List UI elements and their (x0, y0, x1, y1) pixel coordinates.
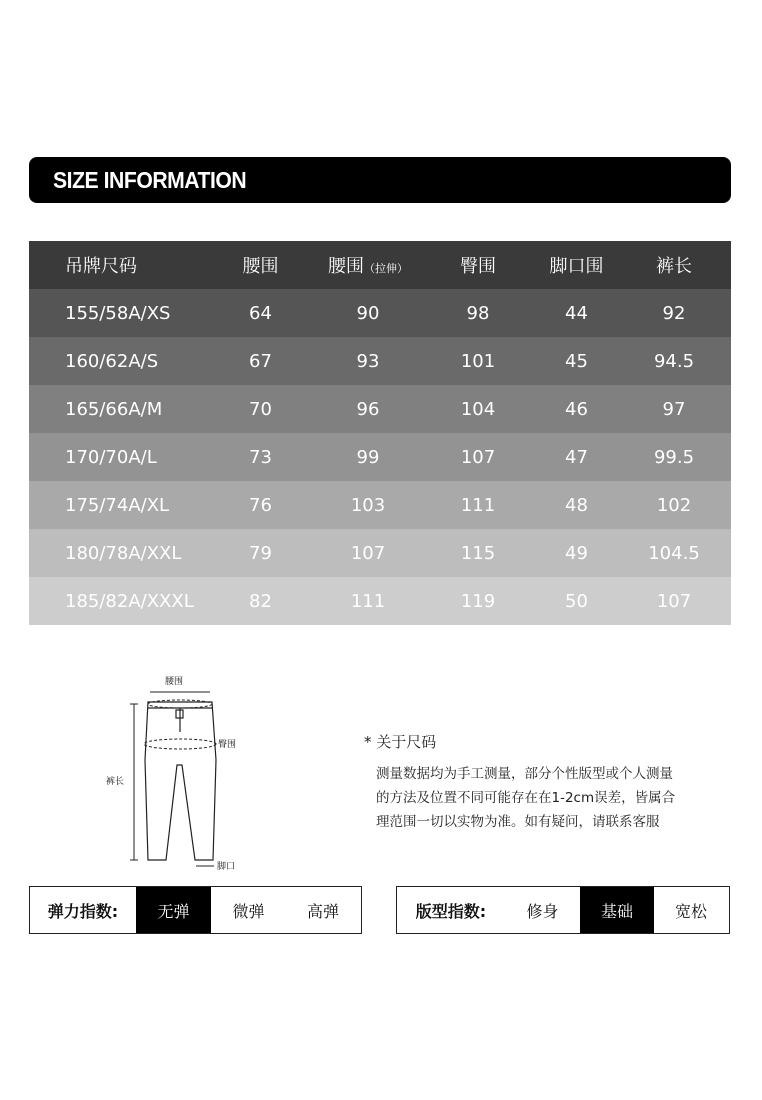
cell-hip: 101 (460, 350, 496, 372)
fit-option-slim[interactable]: 修身 (526, 901, 559, 921)
fit-option-regular[interactable]: 基础 (580, 887, 654, 933)
header-bar (29, 157, 731, 203)
table-row (29, 289, 731, 337)
cell-tag-size: 170/70A/L (65, 446, 157, 468)
note-line: 理范围一切以实物为准。如有疑问，请联系客服 (376, 814, 660, 830)
cell-hem: 45 (565, 350, 588, 372)
cell-waist: 79 (249, 542, 272, 564)
elasticity-index (29, 886, 362, 934)
header-stretch-note: （拉伸） (364, 262, 408, 275)
cell-waist: 76 (249, 494, 272, 516)
size-table (29, 241, 731, 625)
table-header-row (29, 241, 731, 289)
cell-waist-stretch: 90 (356, 302, 380, 324)
cell-hip: 111 (460, 494, 496, 516)
note-body (364, 762, 734, 834)
pants-outline-icon (100, 670, 260, 875)
cell-length: 94.5 (653, 350, 695, 372)
note-title: * 关于尺码 (364, 733, 437, 751)
header-waist-stretch (309, 252, 427, 278)
cell-tag-size: 185/82A/XXXL (65, 590, 194, 612)
header-tag-size: 吊牌尺码 (65, 256, 137, 277)
diagram-hem-label: 脚口 (217, 862, 236, 872)
table-row (29, 337, 731, 385)
cell-waist-stretch: 99 (356, 446, 380, 468)
cell-hip: 115 (460, 542, 496, 564)
diagram-length-label: 裤长 (106, 777, 125, 787)
note-line: 的方法及位置不同可能存在在1-2cm误差，皆属合 (376, 790, 676, 806)
cell-waist: 82 (249, 590, 272, 612)
fit-index (396, 886, 730, 934)
cell-waist-stretch: 103 (350, 494, 386, 516)
cell-hem: 46 (565, 398, 588, 420)
header-waist: 腰围 (242, 256, 279, 277)
cell-length: 102 (656, 494, 692, 516)
elasticity-option-none[interactable]: 无弹 (136, 887, 211, 933)
cell-hip: 119 (460, 590, 496, 612)
cell-waist-stretch: 107 (350, 542, 386, 564)
elasticity-option-slight[interactable]: 微弹 (232, 901, 265, 921)
cell-hem: 47 (565, 446, 588, 468)
diagram-hip-label: 臀围 (218, 740, 237, 750)
cell-length: 104.5 (648, 542, 700, 564)
cell-waist-stretch: 93 (356, 350, 380, 372)
fit-option-loose[interactable]: 宽松 (674, 901, 707, 921)
cell-length: 99.5 (653, 446, 695, 468)
size-note (364, 731, 734, 834)
table-row (29, 529, 731, 577)
cell-hip: 107 (460, 446, 496, 468)
cell-length: 107 (656, 590, 692, 612)
table-row (29, 481, 731, 529)
table-row (29, 433, 731, 481)
table-body (29, 289, 731, 625)
cell-tag-size: 180/78A/XXL (65, 542, 182, 564)
cell-waist: 70 (249, 398, 272, 420)
cell-waist-stretch: 96 (356, 398, 380, 420)
header-waist-stretch-label: 腰围 (328, 256, 364, 277)
cell-tag-size: 155/58A/XS (65, 302, 171, 324)
cell-waist-stretch: 111 (350, 590, 386, 612)
cell-hem: 44 (565, 302, 588, 324)
table-row (29, 577, 731, 625)
diagram-waist-label: 腰围 (165, 677, 184, 687)
header-length: 裤长 (656, 256, 692, 277)
cell-tag-size: 165/66A/M (65, 398, 163, 420)
pants-diagram (100, 670, 260, 875)
fit-label: 版型指数: (415, 901, 487, 921)
section-title: SIZE INFORMATION (53, 166, 247, 193)
cell-hip: 104 (460, 398, 496, 420)
cell-hem: 50 (565, 590, 588, 612)
cell-tag-size: 160/62A/S (65, 350, 159, 372)
elasticity-label: 弹力指数: (47, 901, 119, 921)
cell-waist: 73 (249, 446, 272, 468)
note-line: 测量数据均为手工测量，部分个性版型或个人测量 (376, 766, 673, 782)
elasticity-option-high[interactable]: 高弹 (306, 901, 339, 921)
header-hip: 臀围 (460, 256, 496, 277)
cell-hem: 49 (565, 542, 588, 564)
cell-waist: 64 (249, 302, 272, 324)
cell-length: 92 (662, 302, 686, 324)
table-row (29, 385, 731, 433)
header-hem: 脚口围 (549, 256, 604, 277)
cell-tag-size: 175/74A/XL (65, 494, 170, 516)
cell-hem: 48 (565, 494, 588, 516)
cell-hip: 98 (466, 302, 490, 324)
cell-waist: 67 (249, 350, 272, 372)
cell-length: 97 (662, 398, 686, 420)
